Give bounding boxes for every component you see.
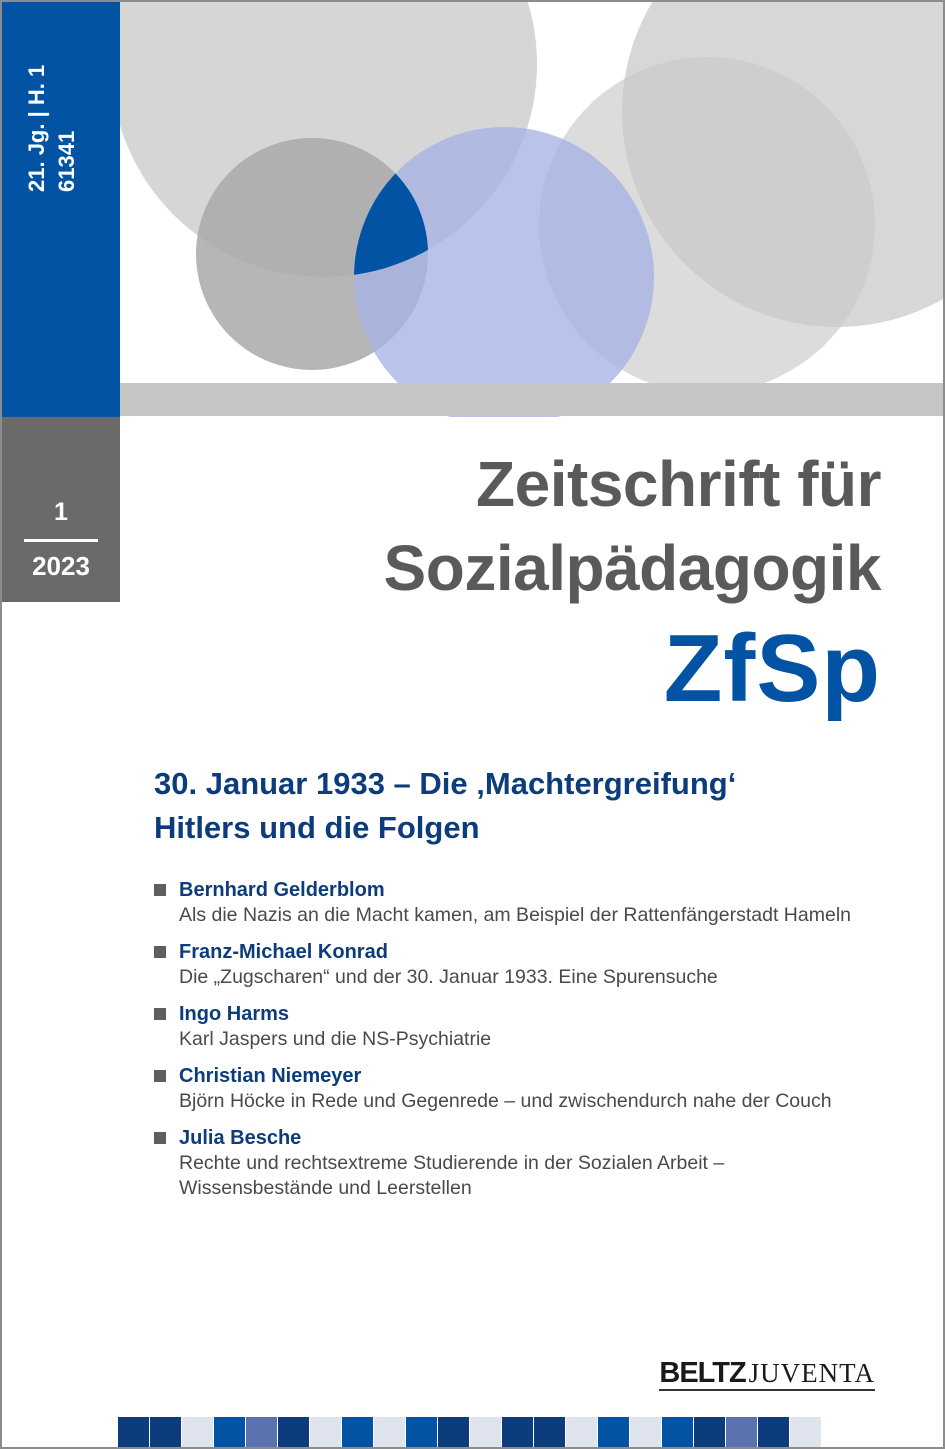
issue-theme-line2: Hitlers und die Folgen [154,810,480,845]
publisher-name-beltz: BELTZ [659,1357,746,1389]
strip-square [662,1417,693,1449]
journal-acronym: ZfSp [663,615,881,722]
strip-square [150,1417,181,1449]
article-title: Björn Höcke in Rede und Gegenrede – und zwischendurch nahe der Couch [179,1090,832,1112]
journal-title-line2: Sozialpädagogik [383,532,881,604]
strip-square [374,1417,405,1449]
issue-year: 2023 [32,551,90,581]
issue-theme-line1: 30. Januar 1933 – Die ‚Machtergreifung‘ [154,766,737,801]
article-title: Karl Jaspers und die NS-Psychiatrie [179,1028,492,1050]
strip-square [534,1417,565,1449]
article-title: Als die Nazis an die Macht kamen, am Beispiel der Rattenfängerstadt Hameln [179,904,851,926]
strip-square [502,1417,533,1449]
strip-square [694,1417,725,1449]
article-author: Franz-Michael Konrad [179,941,388,963]
strip-square [438,1417,469,1449]
publisher-name-juventa: JUVENTA [748,1358,875,1388]
article-title: Die „Zugscharen“ und der 30. Januar 1933. Eine Spurensuche [179,966,718,988]
strip-square [470,1417,501,1449]
article-title-line1: Rechte und rechtsextreme Studierende in der Sozialen Arbeit – [179,1152,725,1174]
strip-square [406,1417,437,1449]
article-author: Christian Niemeyer [179,1065,362,1087]
strip-square [118,1417,149,1449]
volume-issue-label: 21. Jg. | H. 1 [24,64,49,192]
strip-square [630,1417,661,1449]
order-number: 61341 [54,130,79,192]
article-author: Julia Besche [179,1127,302,1149]
strip-square [566,1417,597,1449]
strip-square [758,1417,789,1449]
strip-square [726,1417,757,1449]
strip-square [182,1417,213,1449]
issue-number: 1 [54,498,68,526]
article-title-line2: Wissensbestände und Leerstellen [179,1177,472,1199]
strip-square [246,1417,277,1449]
strip-square [214,1417,245,1449]
strip-square [790,1417,821,1449]
article-author: Ingo Harms [179,1003,290,1025]
strip-square [278,1417,309,1449]
journal-title-line1: Zeitschrift für [476,448,881,520]
article-author: Bernhard Gelderblom [179,879,385,901]
strip-square [598,1417,629,1449]
bottom-square-strip [2,2,945,1449]
strip-square [310,1417,341,1449]
strip-square [342,1417,373,1449]
